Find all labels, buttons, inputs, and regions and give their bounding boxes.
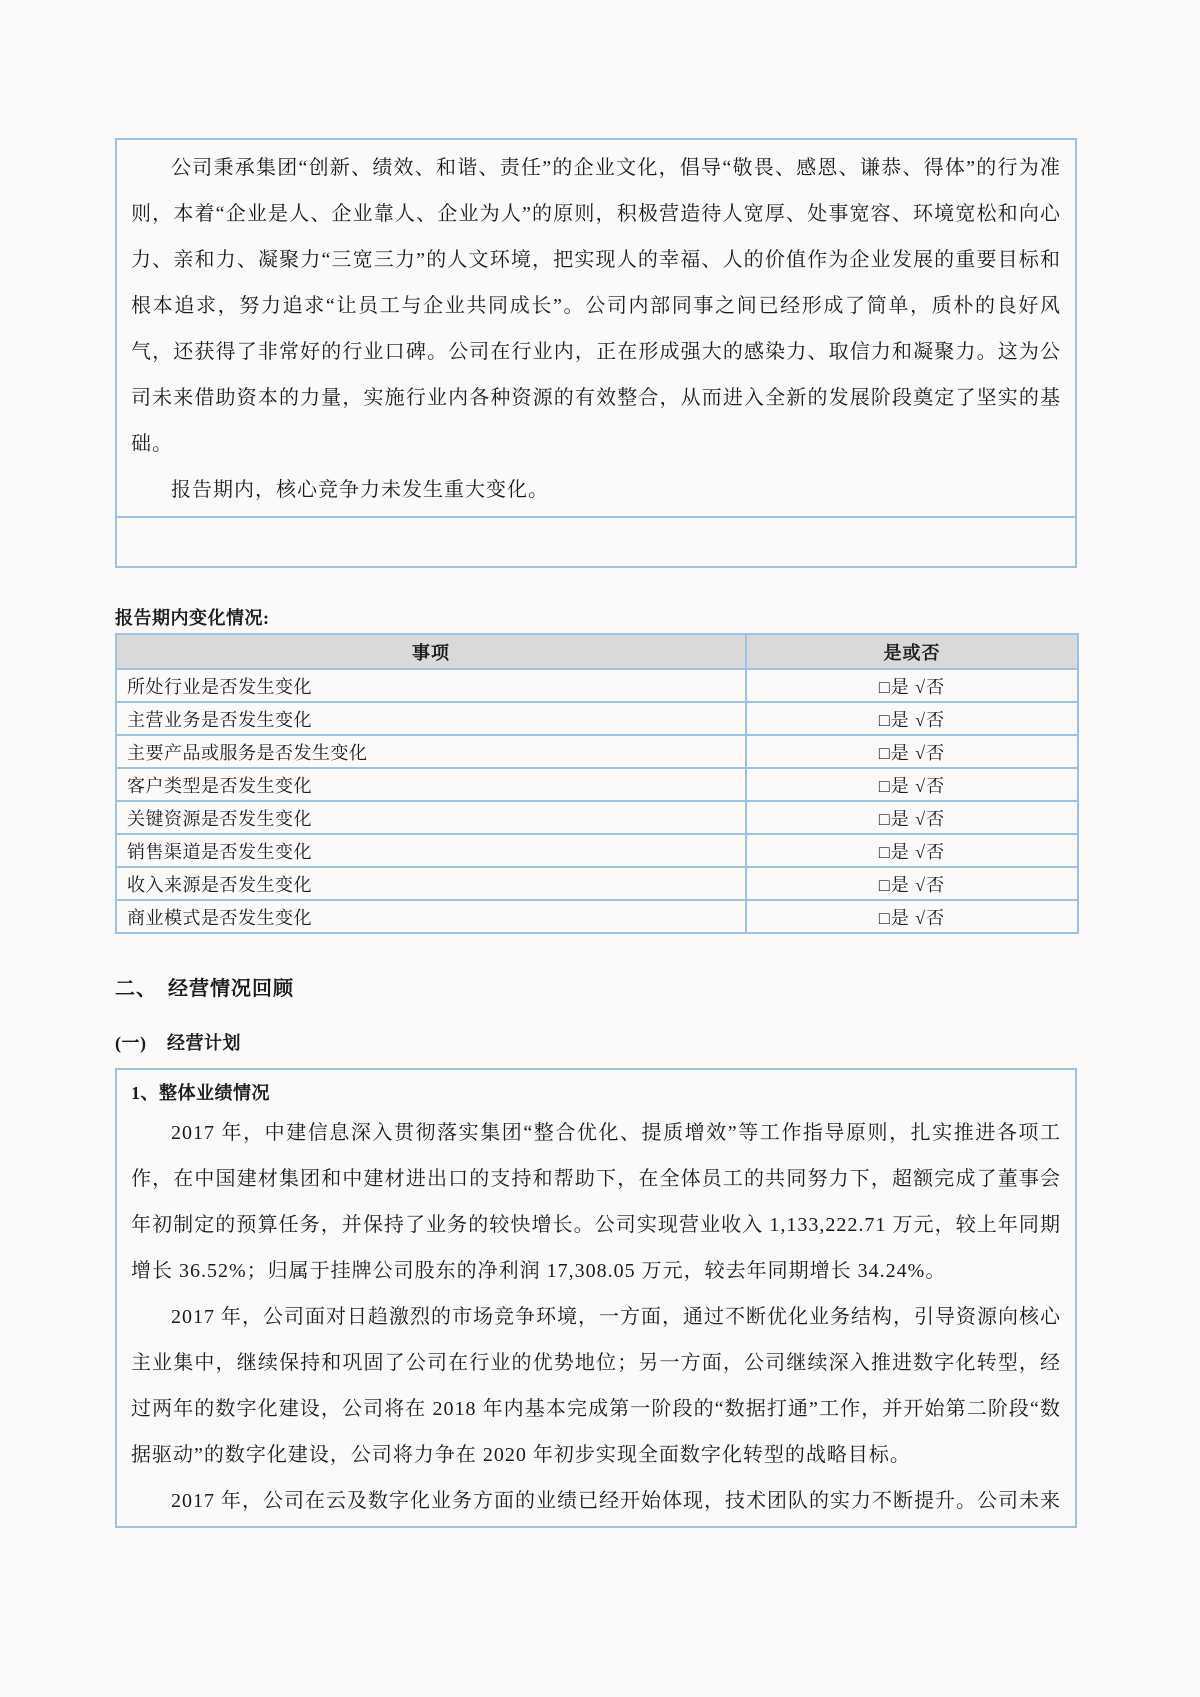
item-cell: 客户类型是否发生变化 [116,768,746,801]
empty-row [117,516,1075,566]
body-paragraph: 2017 年，公司在云及数字化业务方面的业绩已经开始体现，技术团队的实力不断提升。公司未来 [171,1490,1061,1512]
overall-performance-heading: 1、整体业绩情况 [131,1083,270,1103]
body-paragraph: 2017 年，公司面对日趋激烈的市场竞争环境，一方面，通过不断优化业务结构，引导资源向核心主业集中，继续保持和巩固了公司在行业的优势地位；另一方面，公司继续深入推进数字化转型，经过两年的数字化建设，公司将在 2018 年内基本完成第一阶段的“数据打通”工作，并开始第二阶段“数据驱动”的数字化建设，公司将力争在 2020 年初步实现全面数字化转型的战略目标。 [131,1306,1061,1466]
table-row [116,669,1078,702]
yes-no-answer-cell: □是 √否 [746,735,1078,768]
item-cell: 主营业务是否发生变化 [116,702,746,735]
changes-table-header [116,634,1078,669]
table-row [116,801,1078,834]
changes-section-title: 报告期内变化情况: [115,608,270,628]
item-cell: 销售渠道是否发生变化 [116,834,746,867]
item-cell: 所处行业是否发生变化 [116,669,746,702]
column-header-item: 事项 [116,634,746,669]
table-row [116,867,1078,900]
yes-no-answer-cell: □是 √否 [746,702,1078,735]
header-row [116,634,1078,669]
subsection-number: (一) [115,1033,147,1053]
changes-table-body [116,669,1078,933]
table-row [116,834,1078,867]
table-row [116,702,1078,735]
table-row [116,900,1078,933]
section-heading-business-review [115,972,294,1001]
yes-no-answer-cell: □是 √否 [746,801,1078,834]
body-paragraph: 报告期内，核心竞争力未发生重大变化。 [171,479,549,501]
body-paragraph: 公司秉承集团“创新、绩效、和谐、责任”的企业文化，倡导“敬畏、感恩、谦恭、得体”的行为准则，本着“企业是人、企业靠人、企业为人”的原则，积极营造待人宽厚、处事宽容、环境宽松和向心力、亲和力、凝聚力“三宽三力”的人文环境，把实现人的幸福、人的价值作为企业发展的重要目标和根本追求，努力追求“让员工与企业共同成长”。公司内部同事之间已经形成了简单，质朴的良好风气，还获得了非常好的行业口碑。公司在行业内，正在形成强大的感染力、取信力和凝聚力。这为公司未来借助资本的力量，实施行业内各种资源的有效整合，从而进入全新的发展阶段奠定了坚实的基础。 [131,157,1061,455]
item-cell: 商业模式是否发生变化 [116,900,746,933]
section-title: 经营情况回顾 [168,978,294,1000]
business-plan-box [115,1068,1077,1528]
core-competitiveness-box [115,138,1077,568]
table-row [116,768,1078,801]
yes-no-answer-cell: □是 √否 [746,768,1078,801]
body-paragraph: 2017 年，中建信息深入贯彻落实集团“整合优化、提质增效”等工作指导原则，扎实推进各项工作，在中国建材集团和中建材进出口的支持和帮助下，在全体员工的共同努力下，超额完成了董事会年初制定的预算任务，并保持了业务的较快增长。公司实现营业收入 1,133,222.71 万元，较上年同期增长 36.52%；归属于挂牌公司股东的净利润 17,308.05 万元，较去年同期增长 34.24%。 [131,1122,1061,1282]
yes-no-answer-cell: □是 √否 [746,867,1078,900]
yes-no-answer-cell: □是 √否 [746,900,1078,933]
subsection-heading-business-plan [115,1029,241,1055]
changes-table [115,633,1079,934]
column-header-yes-no: 是或否 [746,634,1078,669]
core-competitiveness-text-area [117,140,1075,516]
item-cell: 主要产品或服务是否发生变化 [116,735,746,768]
section-number: 二、 [115,978,157,1000]
item-cell: 收入来源是否发生变化 [116,867,746,900]
table-row [116,735,1078,768]
yes-no-answer-cell: □是 √否 [746,834,1078,867]
subsection-title: 经营计划 [167,1033,241,1053]
item-cell: 关键资源是否发生变化 [116,801,746,834]
yes-no-answer-cell: □是 √否 [746,669,1078,702]
